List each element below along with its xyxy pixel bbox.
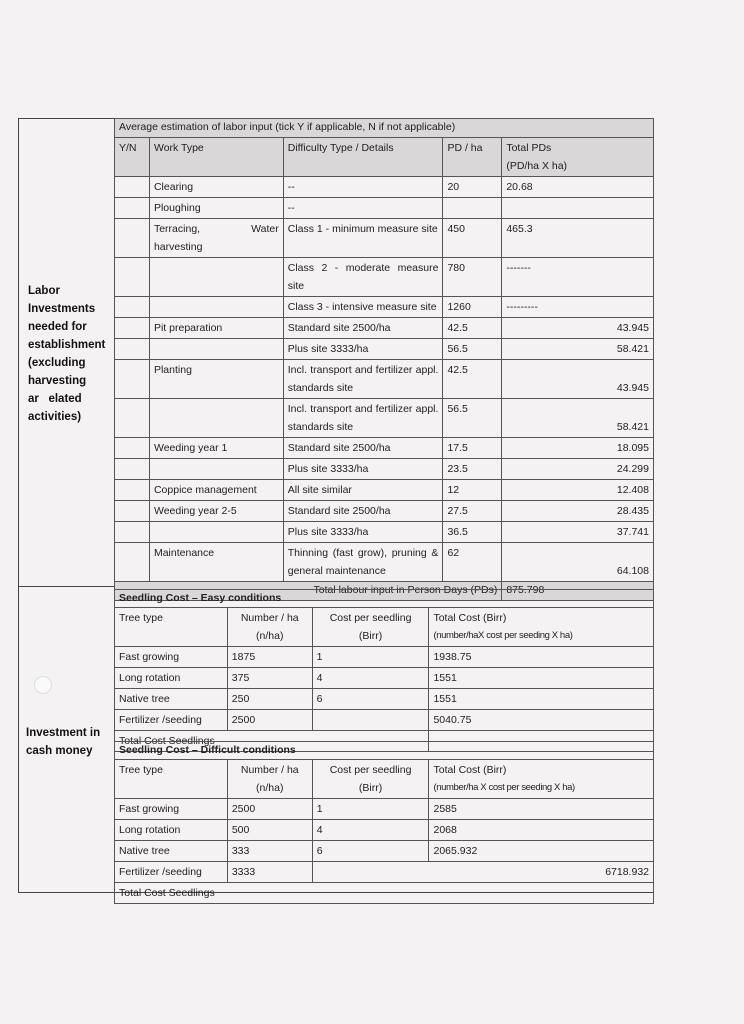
labor-label-line: establishment [28, 339, 106, 351]
table-row [115, 862, 654, 883]
total-header-line: (number/ha X cost per seeding X ha) [433, 782, 575, 793]
section-divider [18, 586, 116, 587]
table-row [115, 668, 654, 689]
work-type-cell: Planting [149, 360, 283, 399]
cost-header-line: (Birr) [358, 782, 383, 794]
detail-cell: Standard site 2500/ha [283, 438, 443, 459]
pd-cell: 42.5 [443, 360, 502, 399]
total-cell: 58.421 [502, 339, 654, 360]
tree-type-cell: Fertilizer /seeding [115, 710, 228, 731]
tree-type-cell: Fertilizer /seeding [115, 862, 228, 883]
labor-label-line: ar elated [28, 393, 82, 405]
total-cost-seedlings-label: Total Cost Seedlings [115, 883, 654, 904]
detail-cell: Class 1 - minimum measure site [283, 219, 443, 258]
table-row [115, 841, 654, 862]
seedling-cost-difficult-table [114, 741, 654, 904]
work-type-cell [149, 258, 283, 297]
total-cell: 43.945 [502, 318, 654, 339]
detail-cell: Class 3 - intensive measure site [283, 297, 443, 318]
total-cell: 43.945 [502, 360, 654, 399]
total-cell: 37.741 [502, 522, 654, 543]
work-type-cell: Pit preparation [149, 318, 283, 339]
pd-cell: 56.5 [443, 399, 502, 438]
total-cost-cell: 1551 [429, 689, 654, 710]
total-cost-cell: 6718.932 [312, 862, 653, 883]
difficult-table-title: Seedling Cost – Difficult conditions [115, 742, 654, 760]
labor-input-table [114, 118, 654, 601]
total-header-line: Total Cost (Birr) [433, 764, 507, 776]
detail-cell: Incl. transport and fertilizer appl. standards site [283, 360, 443, 399]
seedling-cost-easy-table [114, 589, 654, 752]
cost-header-line: Cost per seedling [329, 764, 412, 776]
total-labour-label: Total labour input in Person Days (PDs) [115, 582, 502, 601]
total-header-line: (number/haX cost per seeding X ha) [433, 630, 573, 641]
pd-cell: 20 [443, 177, 502, 198]
number-cell: 333 [227, 841, 312, 862]
cost-cell: 4 [312, 668, 429, 689]
pd-cell [443, 198, 502, 219]
col-header-work-type: Work Type [149, 138, 283, 177]
work-type-cell: Weeding year 2-5 [149, 501, 283, 522]
col-header-number [227, 608, 312, 647]
labor-label-line: (excluding [28, 357, 86, 369]
total-pds-line: (PD/ha X ha) [506, 160, 568, 172]
work-type-cell: Ploughing [149, 198, 283, 219]
total-cost-cell: 5040.75 [429, 710, 654, 731]
table-row [115, 360, 654, 399]
col-header-tree-type: Tree type [115, 760, 228, 799]
table-row [115, 647, 654, 668]
work-type-cell: Weeding year 1 [149, 438, 283, 459]
total-labour-value: 875.798 [502, 582, 654, 601]
detail-cell: Class 2 - moderate measure site [283, 258, 443, 297]
number-cell: 2500 [227, 710, 312, 731]
tree-type-cell: Fast growing [115, 799, 228, 820]
total-cost-cell: 2065.932 [429, 841, 654, 862]
table-row [115, 710, 654, 731]
punch-hole [34, 676, 52, 694]
easy-table-title: Seedling Cost – Easy conditions [115, 590, 654, 608]
detail-cell: Plus site 3333/ha [283, 522, 443, 543]
table-row [115, 820, 654, 841]
detail-cell: -- [283, 198, 443, 219]
total-cell: 20.68 [502, 177, 654, 198]
pd-cell: 42.5 [443, 318, 502, 339]
detail-cell: Plus site 3333/ha [283, 339, 443, 360]
cost-header-line: (Birr) [358, 630, 383, 642]
table-row [115, 799, 654, 820]
total-cell [502, 198, 654, 219]
labor-label-line: harvesting [28, 375, 87, 387]
total-cell: 12.408 [502, 480, 654, 501]
col-header-pd-ha: PD / ha [443, 138, 502, 177]
pd-cell: 36.5 [443, 522, 502, 543]
number-cell: 500 [227, 820, 312, 841]
total-cost-seedlings-label: Total Cost Seedlings [115, 731, 429, 752]
col-header-cost [312, 760, 429, 799]
pd-cell: 23.5 [443, 459, 502, 480]
pd-cell: 1260 [443, 297, 502, 318]
detail-cell: Plus site 3333/ha [283, 459, 443, 480]
total-cell: 18.095 [502, 438, 654, 459]
col-header-yn: Y/N [115, 138, 150, 177]
labor-label-line: Investments [28, 303, 96, 315]
work-type-cell: Terracing, Water harvesting [149, 219, 283, 258]
work-type-cell [149, 297, 283, 318]
number-header-line: Number / ha [240, 764, 299, 776]
table-row [115, 339, 654, 360]
labor-table-title: Average estimation of labor input (tick Y if applicable, N if not applicable) [115, 119, 654, 138]
cash-label-line: cash money [26, 745, 93, 757]
col-header-number [227, 760, 312, 799]
table-row [115, 522, 654, 543]
col-header-total-cost [429, 608, 654, 647]
total-cell: 58.421 [502, 399, 654, 438]
total-cell: 64.108 [502, 543, 654, 582]
total-cost-cell: 1938.75 [429, 647, 654, 668]
pd-cell: 12 [443, 480, 502, 501]
work-type-cell [149, 339, 283, 360]
number-cell: 3333 [227, 862, 312, 883]
total-cell: 28.435 [502, 501, 654, 522]
col-header-total-cost [429, 760, 654, 799]
table-row [115, 219, 654, 258]
number-cell: 1875 [227, 647, 312, 668]
table-row [115, 689, 654, 710]
labor-label-line: activities) [28, 411, 82, 423]
pd-cell: 56.5 [443, 339, 502, 360]
table-row [115, 459, 654, 480]
detail-cell: Standard site 2500/ha [283, 318, 443, 339]
labor-investment-label [28, 282, 105, 426]
cost-cell: 4 [312, 820, 429, 841]
cost-cell: 6 [312, 689, 429, 710]
table-row [115, 543, 654, 582]
pd-cell: 780 [443, 258, 502, 297]
work-type-cell [149, 459, 283, 480]
table-row [115, 318, 654, 339]
total-cell: --------- [502, 297, 654, 318]
cost-cell [312, 710, 429, 731]
tree-type-cell: Fast growing [115, 647, 228, 668]
table-row [115, 297, 654, 318]
number-header-line: Number / ha [240, 612, 299, 624]
total-cost-cell: 2585 [429, 799, 654, 820]
table-row [115, 501, 654, 522]
work-type-cell: Maintenance [149, 543, 283, 582]
pd-cell: 17.5 [443, 438, 502, 459]
tree-type-cell: Native tree [115, 689, 228, 710]
detail-cell: Thinning (fast grow), pruning & general maintenance [283, 543, 443, 582]
tree-type-cell: Long rotation [115, 820, 228, 841]
col-header-tree-type: Tree type [115, 608, 228, 647]
work-type-cell [149, 399, 283, 438]
work-type-cell: Clearing [149, 177, 283, 198]
work-type-cell [149, 522, 283, 543]
total-cost-cell: 2068 [429, 820, 654, 841]
cost-cell: 1 [312, 799, 429, 820]
pd-cell: 27.5 [443, 501, 502, 522]
table-row [115, 399, 654, 438]
table-row [115, 258, 654, 297]
cash-label-line: Investment in [26, 727, 101, 739]
pd-cell: 62 [443, 543, 502, 582]
labor-label-line: needed for [28, 321, 87, 333]
total-header-line: Total Cost (Birr) [433, 612, 507, 624]
total-cell: 24.299 [502, 459, 654, 480]
pd-cell: 450 [443, 219, 502, 258]
cost-cell: 1 [312, 647, 429, 668]
cost-cell: 6 [312, 841, 429, 862]
number-cell: 375 [227, 668, 312, 689]
total-pds-line: Total PDs [506, 142, 552, 154]
cost-header-line: Cost per seedling [329, 612, 412, 624]
tree-type-cell: Native tree [115, 841, 228, 862]
number-header-line: (n/ha) [256, 630, 284, 642]
table-row [115, 198, 654, 219]
number-cell: 250 [227, 689, 312, 710]
table-row [115, 177, 654, 198]
col-header-cost [312, 608, 429, 647]
number-cell: 2500 [227, 799, 312, 820]
table-row [115, 480, 654, 501]
detail-cell: Standard site 2500/ha [283, 501, 443, 522]
cash-investment-label [26, 724, 100, 760]
tree-type-cell: Long rotation [115, 668, 228, 689]
detail-cell: All site similar [283, 480, 443, 501]
total-cell: ------- [502, 258, 654, 297]
detail-cell: Incl. transport and fertilizer appl. standards site [283, 399, 443, 438]
total-cost-cell: 1551 [429, 668, 654, 689]
total-row [115, 883, 654, 904]
work-type-cell: Coppice management [149, 480, 283, 501]
col-header-difficulty: Difficulty Type / Details [283, 138, 443, 177]
table-row [115, 438, 654, 459]
total-cell: 465.3 [502, 219, 654, 258]
col-header-total-pds [502, 138, 654, 177]
number-header-line: (n/ha) [256, 782, 284, 794]
labor-label-line: Labor [28, 285, 60, 297]
detail-cell: -- [283, 177, 443, 198]
